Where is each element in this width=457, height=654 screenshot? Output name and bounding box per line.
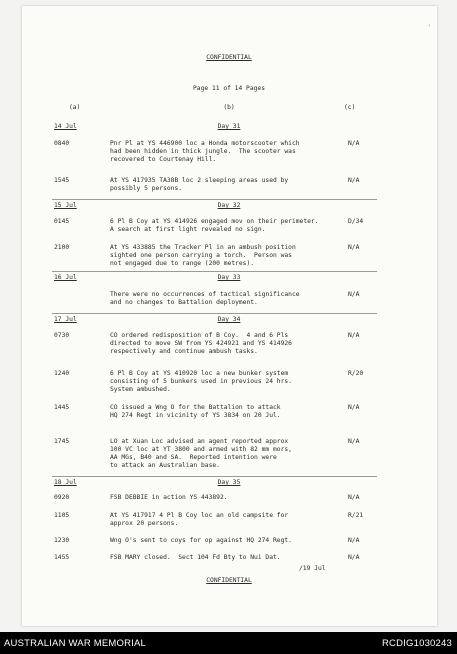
entry-text: Pnr Pl at YS 446900 loc a Honda motorscooter which had been hidden in thick jungle. The scooter was recovered to Courtenay Hill. <box>110 140 300 163</box>
entry-ref: N/A <box>348 554 360 561</box>
entry-time: 1230 <box>54 537 70 544</box>
day-33: Day 33 <box>217 274 241 281</box>
entry-text: At YS 417917 4 Pl B Coy loc an old campsite for approx 20 persons. <box>110 512 289 527</box>
day-34: Day 34 <box>217 316 241 323</box>
bottom-classification: CONFIDENTIAL <box>206 577 252 584</box>
entry-text: FSB DEBBIE in action YS 443892. <box>110 494 228 501</box>
entry-ref: R/21 <box>348 512 364 519</box>
entry-time: 1745 <box>54 438 70 445</box>
date-18-jul: 18 Jul <box>54 479 77 486</box>
section-divider <box>52 199 377 200</box>
day-35: Day 35 <box>217 479 241 486</box>
section-divider <box>52 476 377 477</box>
entry-ref: N/A <box>348 494 360 501</box>
day-31: Day 31 <box>217 123 241 130</box>
entry-text: There were no occurrences of tactical significance and no changes to Battalion deployment. <box>110 291 300 306</box>
column-a-header: (a) <box>69 104 81 111</box>
entry-text: FSB MARY closed. Sect 104 Fd Bty to Nui Dat. <box>110 554 281 561</box>
entry-text: 6 Pl B Coy at YS 414926 engaged mov on their perimeter. A search at first light revealed no sign. <box>110 218 319 233</box>
entry-ref: N/A <box>348 332 360 339</box>
entry-text: CO issued a Wng O for the Battalion to attack HQ 274 Regt in vicinity of YS 3834 on 20 Jul. <box>110 404 281 419</box>
entry-time: 1545 <box>54 177 70 184</box>
entry-time: 1240 <box>54 370 70 377</box>
entry-ref: N/A <box>348 244 360 251</box>
entry-time: 2100 <box>54 244 70 251</box>
day-32: Day 32 <box>217 202 241 209</box>
entry-ref: N/A <box>348 140 360 147</box>
entry-text: 6 Pl B Coy at YS 410920 loc a new bunker system consisting of 5 bunkers used in previous 24 hrs. System ambushed. <box>110 370 292 393</box>
entry-time: 0840 <box>54 140 70 147</box>
entry-text: Wng O's sent to coys for op against HQ 274 Regt. <box>110 537 292 544</box>
entry-time: 1455 <box>54 554 70 561</box>
entry-ref: D/34 <box>348 218 364 225</box>
entry-ref: N/A <box>348 291 360 298</box>
column-c-header: (c) <box>344 104 356 111</box>
entry-time: 0730 <box>54 332 70 339</box>
archive-footer-bar <box>0 632 457 654</box>
archive-name: AUSTRALIAN WAR MEMORIAL <box>4 638 147 649</box>
section-divider <box>52 313 377 314</box>
entry-time: 1445 <box>54 404 70 411</box>
page-info: Page 11 of 14 Pages <box>192 85 266 92</box>
date-17-jul: 17 Jul <box>54 316 77 323</box>
date-15-jul: 15 Jul <box>54 202 77 209</box>
entry-text: CO ordered redisposition of B Coy. 4 and 6 Pls directed to move SW from YS 424921 and YS 414926 respectively and continue ambush tasks. <box>110 332 292 355</box>
entry-ref: N/A <box>348 537 360 544</box>
section-divider <box>52 271 377 272</box>
entry-time: 0145 <box>54 218 70 225</box>
corner-tick-mark: ' <box>427 24 431 31</box>
entry-ref: N/A <box>348 438 360 445</box>
column-b-header: (b) <box>223 104 235 111</box>
entry-ref: N/A <box>348 177 360 184</box>
top-classification: CONFIDENTIAL <box>206 54 252 61</box>
document-page <box>22 6 437 626</box>
archive-reference: RCDIG1030243 <box>382 638 452 649</box>
entry-time: 0920 <box>54 494 70 501</box>
entry-time: 1105 <box>54 512 70 519</box>
continuation-note: /19 Jul <box>299 565 326 572</box>
entry-text: At YS 417935 TA38B loc 2 sleeping areas used by possibly 5 persons. <box>110 177 289 192</box>
entry-text: At YS 433885 the Tracker Pl in an ambush position sighted one person carrying a torch. Person was not engaged due to range (200 metres). <box>110 244 296 267</box>
entry-ref: R/20 <box>348 370 364 377</box>
date-16-jul: 16 Jul <box>54 274 77 281</box>
entry-text: LO at Xuan Loc advised an agent reported approx 100 VC loc at YT 3800 and armed with 82 mm mors, AA MGs, B40 and SA. Reported intention were to attack an Australian base. <box>110 438 292 469</box>
date-14-jul: 14 Jul <box>54 123 77 130</box>
entry-ref: N/A <box>348 404 360 411</box>
